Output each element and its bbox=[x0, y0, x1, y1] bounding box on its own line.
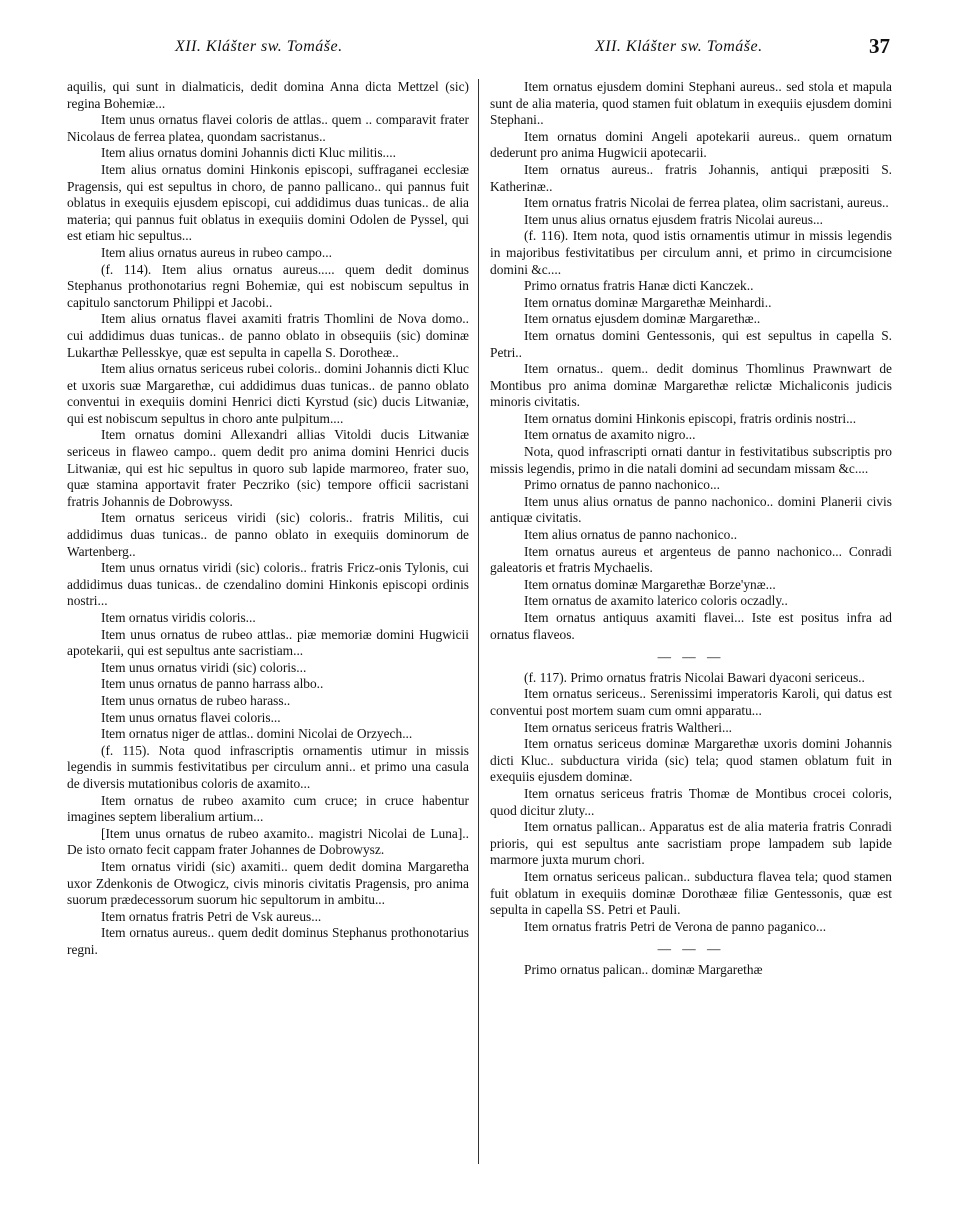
paragraph: Item ornatus sericeus viridi (sic) coloris.. fratris Militis, cui addidimus duas tunicas.. de panno oblato in exequiis dominorum de Wartenberg.. bbox=[67, 510, 469, 559]
paragraph: Item unus ornatus flavei coloris de attlas.. quem .. comparavit frater Nicolaus de ferrea platea, quondam sacristanus.. bbox=[67, 112, 469, 144]
paragraph: Item ornatus aureus.. quem dedit dominus Stephanus prothonotarius regni. bbox=[67, 925, 469, 957]
paragraph: Item ornatus domini Angeli apotekarii aureus.. quem ornatum dederunt pro anima Hugwicii apotecarii. bbox=[490, 128, 892, 161]
paragraph: Item ornatus pallican.. Apparatus est de alia materia fratris Conradi prioris, qui est sepultus ante sacristiam prope lampadem sub lapide marmore juxta murum chori. bbox=[490, 819, 892, 868]
paragraph: Item alius ornatus flavei axamiti fratris Thomlini de Nova domo.. cui addidimus duas tunicas.. de panno oblato in obsequiis (sic) dominæ Lukarthæ Pellesskye, quæ est sepulta in capella S. Dorotheæ.. bbox=[67, 311, 469, 360]
paragraph: Item ornatus viridis coloris... bbox=[101, 610, 256, 625]
section-separator: — — — bbox=[657, 941, 725, 957]
paragraph: Item ornatus de rubeo axamito cum cruce; in cruce habentur imagines septem liberalium artium... bbox=[67, 792, 469, 825]
paragraph: Item ornatus niger de attlas.. domini Nicolai de Orzyech... bbox=[101, 726, 413, 742]
right-column bbox=[490, 79, 892, 978]
paragraph: aquilis, qui sunt in dialmaticis, dedit domina Anna dicta Mettzel (sic) regina Bohemiæ... bbox=[67, 79, 469, 111]
paragraph: Item alius ornatus aureus in rubeo campo... bbox=[101, 244, 332, 260]
paragraph: Item ornatus fratris Petri de Verona de panno paganico... bbox=[524, 918, 827, 934]
column-rule bbox=[478, 79, 479, 1164]
page-header bbox=[70, 34, 890, 62]
paragraph: Item alius ornatus domini Johannis dicti Kluc militis.... bbox=[101, 145, 396, 161]
paragraph: (f. 114). Item alius ornatus aureus..... quem dedit dominus Stephanus prothonotarius regni Bohemiæ, qui est nobiscum sepultus in capitulo sanctorum Philippi et Jacobi.. bbox=[67, 261, 469, 310]
paragraph: Item ornatus ejusdem dominæ Margarethæ.. bbox=[524, 311, 761, 327]
paragraph: Item unus ornatus flavei coloris... bbox=[101, 709, 281, 725]
paragraph: (f. 116). Item nota, quod istis ornamentis utimur in missis legendis in majoribus festivitatibus per circulum anni, et primo in circumcisione domini &c.... bbox=[490, 228, 892, 277]
paragraph: Item ornatus antiquus axamiti flavei... Iste est positus infra ad ornatus flaveos. bbox=[490, 610, 892, 642]
paragraph: Item ornatus dominæ Margarethæ Borze'ynæ... bbox=[524, 576, 776, 592]
left-column bbox=[67, 79, 469, 958]
paragraph: Item alius ornatus domini Hinkonis episcopi, suffraganei ecclesiæ Pragensis, qui est sepultus in choro, de panno pallicano.. qui pannus fuit oblatus in exequiis ejusdem episcopi, cui addidimus duas tunicas.. de alia materia; qui pannus fuit oblatus in exequiis domini Odolen de Pyssel, qui est etiam hic sepultus... bbox=[67, 161, 469, 244]
paragraph: Item alius ornatus de panno nachonico.. bbox=[524, 527, 738, 543]
paragraph: Item unus alius ornatus ejusdem fratris Nicolai aureus... bbox=[524, 211, 823, 227]
paragraph: Item ornatus sericeus fratris Waltheri... bbox=[524, 719, 733, 735]
paragraph: Primo ornatus fratris Hanæ dicti Kanczek.. bbox=[524, 278, 754, 294]
section-separator: — — — bbox=[657, 649, 725, 665]
page-number: 37 bbox=[869, 34, 890, 58]
paragraph: Item ornatus de axamito laterico coloris oczadly.. bbox=[524, 593, 788, 609]
paragraph: Item ornatus sericeus fratris Thomæ de Montibus crocei coloris, quod dicitur zluty... bbox=[490, 785, 892, 818]
paragraph: Item ornatus viridi (sic) axamiti.. quem dedit domina Margaretha uxor Zdenkonis de Otwogicz, civis minoris civitatis Pragensis, pro anima suorum prædecessorum suorum hic sepultorum in ambitu... bbox=[67, 858, 469, 908]
running-head-left: XII. Klášter sw. Tomáše. bbox=[175, 38, 343, 55]
paragraph: Item ornatus sericeus dominæ Margarethæ uxoris domini Johannis dicti Kluc.. subductura virida (sic) tela; quod stamen oblatum fuit in exequiis ejusdem dominæ. bbox=[490, 736, 892, 785]
paragraph: (f. 115). Nota quod infrascriptis ornamentis utimur in missis legendis in summis festivitatibus per circulum anni.. et primo una casula de diversis mutationibus coloris de axamito... bbox=[67, 742, 469, 791]
paragraph: Item alius ornatus sericeus rubei coloris.. domini Johannis dicti Kluc et uxoris suæ Margarethæ, cui addidimus duas tunicas.. de panno oblato conventui in exequiis domini Henrici dicti Kyrstud (sic) ducis Litwaniæ, qui est nobiscum sepultus in choro ante pulpitum.... bbox=[67, 361, 469, 426]
paragraph: Item unus alius ornatus de panno nachonico.. domini Planerii civis antiquæ civitatis. bbox=[490, 493, 892, 526]
paragraph: Item ornatus ejusdem domini Stephani aureus.. sed stola et mapula sunt de alia materia, quod stamen fuit oblatum in exequiis ejusdem domini Stephani.. bbox=[490, 79, 892, 128]
paragraph: Item unus ornatus de rubeo harass.. bbox=[101, 692, 291, 708]
paragraph: Item ornatus fratris Petri de Vsk aureus... bbox=[101, 908, 322, 924]
paragraph: Item ornatus de axamito nigro... bbox=[524, 427, 696, 443]
paragraph: Item ornatus domini Gentessonis, qui est sepultus in capella S. Petri.. bbox=[490, 327, 892, 360]
paragraph: Nota, quod infrascripti ornati dantur in festivitatibus subscriptis pro missis legendis, primo in die natali domini ad secundam missam &c.... bbox=[490, 444, 892, 476]
paragraph: Item ornatus fratris Nicolai de ferrea platea, olim sacristani, aureus.. bbox=[524, 195, 889, 211]
paragraph: Item ornatus sericeus palican.. subductura flavea tela; quod stamen fuit oblatum in exequiis dominæ Dorothææ filiæ Gentessonis, quæ est sepulta in capella SS. Petri et Pauli. bbox=[490, 868, 892, 918]
paragraph: Item ornatus.. quem.. dedit dominus Thomlinus Prawnwart de Montibus pro anima dominæ Margarethæ relictæ Michaliconis judicis minoris civitatis. bbox=[490, 361, 892, 410]
paragraph: Item unus ornatus viridi (sic) coloris.. fratris Fricz-onis Tylonis, cui addidimus duas tunicas.. de czendalino domini Hinkonis episcopi ordinis nostri... bbox=[67, 560, 469, 609]
paragraph: [Item unus ornatus de rubeo axamito.. magistri Nicolai de Luna].. De isto ornato fecit cappam frater Johannes de Dobrowysz. bbox=[67, 825, 469, 858]
paragraph: Item ornatus dominæ Margarethæ Meinhardi.. bbox=[524, 294, 772, 310]
paragraph: Primo ornatus palican.. dominæ Margarethæ bbox=[524, 961, 763, 977]
paragraph: (f. 117). Primo ornatus fratris Nicolai Bawari dyaconi sericeus.. bbox=[524, 669, 865, 685]
paragraph: Item ornatus aureus.. fratris Johannis, antiqui præpositi S. Katherinæ.. bbox=[490, 161, 892, 194]
paragraph: Item ornatus aureus et argenteus de panno nachonico... Conradi galeatoris et fratris Mychaelis. bbox=[490, 543, 892, 576]
running-head-right: XII. Klášter sw. Tomáše. bbox=[595, 38, 763, 55]
paragraph: Item ornatus sericeus.. Serenissimi imperatoris Karoli, qui datus est conventui post mortem suam cum omni apparatu... bbox=[490, 686, 892, 718]
paragraph: Item unus ornatus de panno harrass albo.. bbox=[101, 676, 324, 692]
paragraph: Primo ornatus de panno nachonico... bbox=[524, 477, 720, 493]
paragraph: Item unus ornatus de rubeo attlas.. piæ memoriæ domini Hugwicii apotekarii, qui est sepultus ante sacristiam... bbox=[67, 626, 469, 659]
paragraph: Item ornatus domini Hinkonis episcopi, fratris ordinis nostri... bbox=[524, 410, 857, 426]
paragraph: Item unus ornatus viridi (sic) coloris... bbox=[101, 659, 307, 675]
paragraph: Item ornatus domini Allexandri allias Vitoldi ducis Litwaniæ sericeus in flaweo campo.. quem dedit pro anima domini Henrici ducis Litwaniæ, qui est hic sepultus in quoro sub lapide marmoreo, frater suo, quæ stamina apportavit frater Peczriko (sic) tempore officii sacristani fratris Johannis de Dobrowyss. bbox=[67, 427, 469, 509]
